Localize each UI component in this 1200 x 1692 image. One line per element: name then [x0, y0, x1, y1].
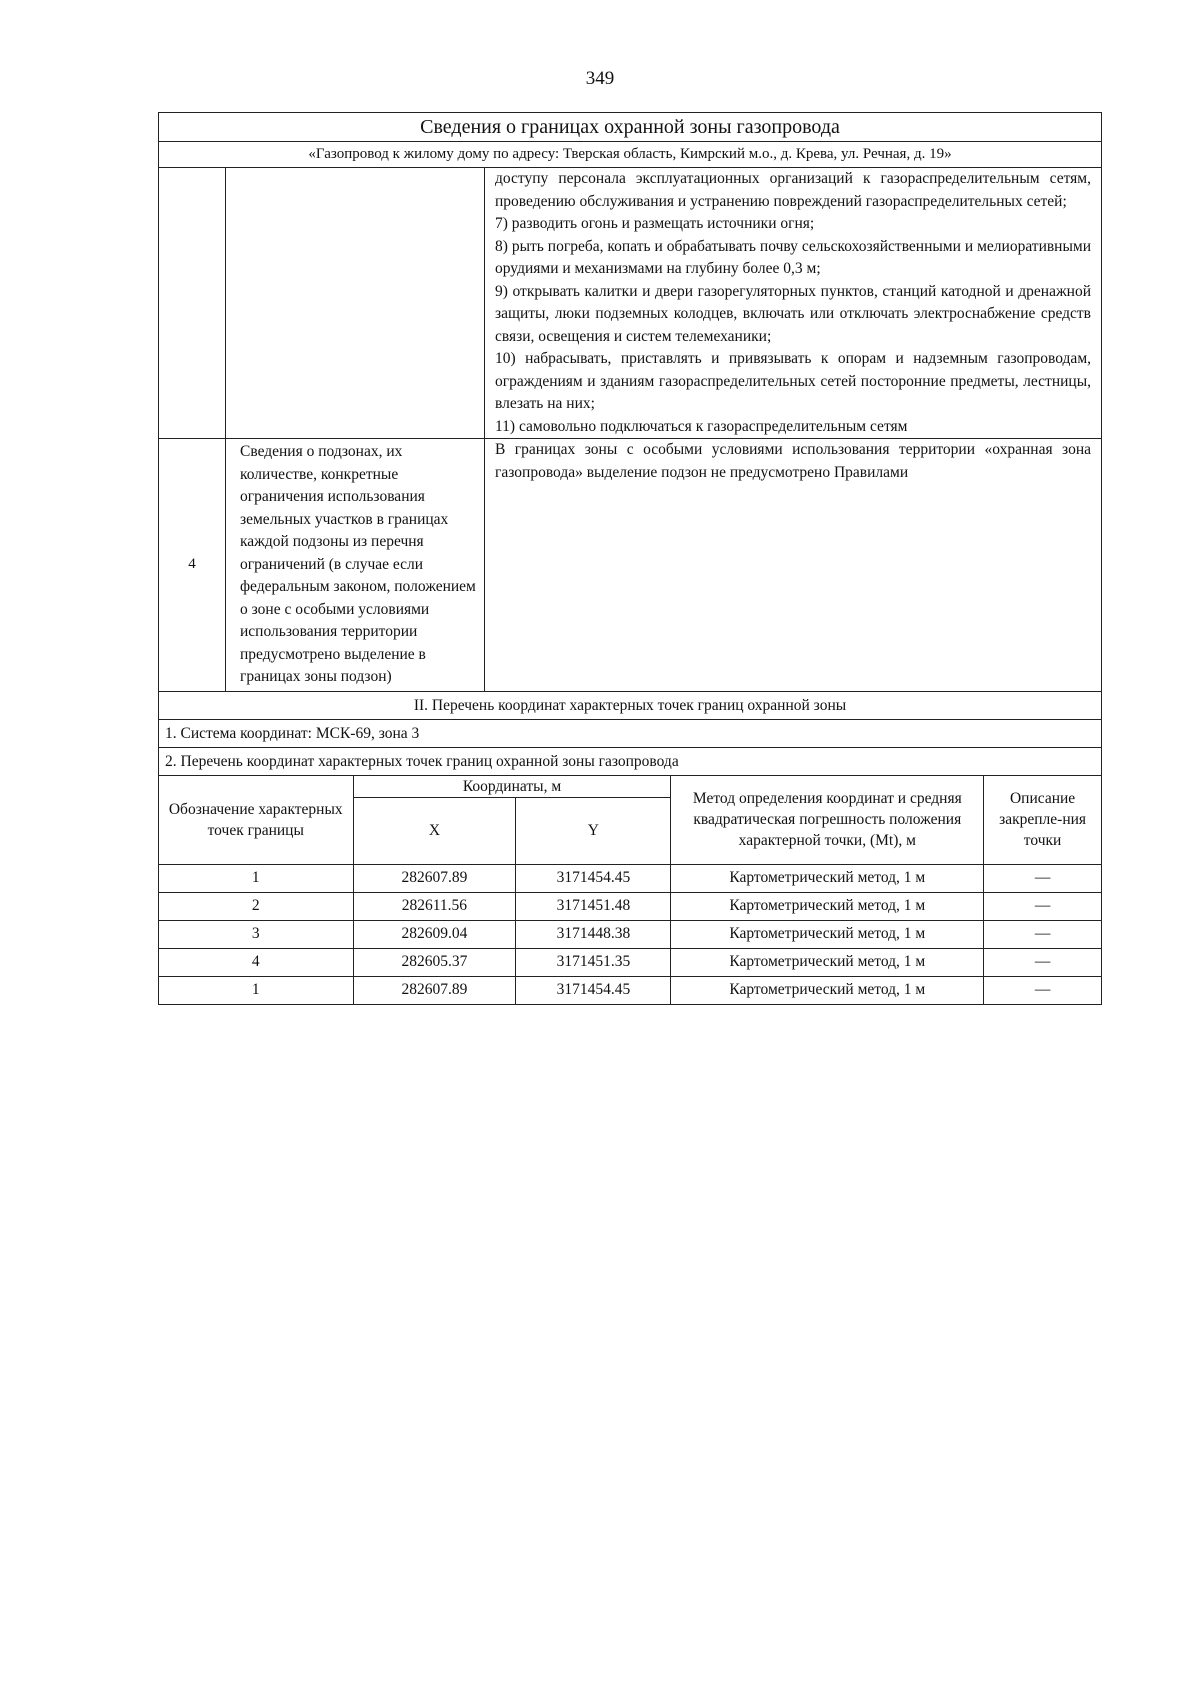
table-title: Сведения о границах охранной зоны газопровода: [159, 113, 1102, 142]
table-row: [159, 948, 1102, 976]
subzones-content-cell: В границах зоны с особыми условиями использования территории «охранная зона газопровода» выделение подзон не предусмотрено Правилами: [485, 439, 1102, 692]
cell-point: 1: [159, 864, 354, 892]
cell-point: 4: [159, 948, 354, 976]
cell-method: Картометрический метод, 1 м: [671, 892, 984, 920]
restriction-item: 9) открывать калитки и двери газорегуляторных пунктов, станций катодной и дренажной защиты, люки подземных колодцев, включать или отключать электроснабжение средств связи, освещения и систем телемеханики;: [495, 282, 1091, 345]
cell-method: Картометрический метод, 1 м: [671, 976, 984, 1004]
header-point: Обозначение характерных точек границы: [159, 776, 354, 865]
restrictions-list: [485, 168, 1102, 439]
cell-y: 3171448.38: [516, 920, 671, 948]
cell-y: 3171454.45: [516, 976, 671, 1004]
table-row: [159, 864, 1102, 892]
header-method: Метод определения координат и средняя квадратическая погрешность положения характерной точки, (Mt), м: [671, 776, 984, 865]
cell-description: —: [984, 892, 1102, 920]
cell-description: —: [984, 920, 1102, 948]
continued-row: [159, 168, 1102, 439]
restriction-item: доступу персонала эксплуатационных организаций к газораспределительным сетям, проведению обслуживания и устранению повреждений газораспределительных сетей;: [495, 170, 1091, 210]
header-x: X: [353, 797, 516, 864]
coordinate-system: 1. Система координат: МСК-69, зона 3: [159, 719, 1102, 747]
cell-y: 3171454.45: [516, 864, 671, 892]
coordinates-section: [158, 692, 1102, 776]
restriction-item: 11) самовольно подключаться к газораспределительным сетям: [495, 417, 908, 435]
row-name-cell: [226, 168, 485, 439]
cell-description: —: [984, 864, 1102, 892]
row-number-cell: 4: [159, 439, 226, 692]
cell-method: Картометрический метод, 1 м: [671, 920, 984, 948]
restriction-item: 10) набрасывать, приставлять и привязывать к опорам и надземным газопроводам, ограждениям и зданиям газораспределительных сетей посторонние предметы, лестницы, влезать на них;: [495, 350, 1091, 412]
cell-y: 3171451.48: [516, 892, 671, 920]
cell-description: —: [984, 976, 1102, 1004]
cell-x: 282607.89: [353, 864, 516, 892]
table-row: [159, 920, 1102, 948]
subzones-name-cell: Сведения о подзонах, их количестве, конкретные ограничения использования земельных участков в границах каждой подзоны из перечня ограничений (в случае если федеральным законом, положением о зоне с особыми условиями использования территории предусмотрено выделение в границах зоны подзон): [226, 439, 485, 692]
header-description: Описание закрепле-ния точки: [984, 776, 1102, 865]
cell-x: 282609.04: [353, 920, 516, 948]
cell-description: —: [984, 948, 1102, 976]
table-row: [159, 892, 1102, 920]
row-number-cell: [159, 168, 226, 439]
cell-point: 2: [159, 892, 354, 920]
table-subtitle: «Газопровод к жилому дому по адресу: Тверская область, Кимрский м.о., д. Крева, ул. Речная, д. 19»: [159, 142, 1102, 168]
cell-method: Картометрический метод, 1 м: [671, 864, 984, 892]
cell-point: 3: [159, 920, 354, 948]
section2-heading: II. Перечень координат характерных точек границ охранной зоны: [159, 692, 1102, 720]
cell-point: 1: [159, 976, 354, 1004]
cell-y: 3171451.35: [516, 948, 671, 976]
coordinates-list-heading: 2. Перечень координат характерных точек границ охранной зоны газопровода: [159, 747, 1102, 775]
restriction-item: 8) рыть погреба, копать и обрабатывать почву сельскохозяйственными и мелиоративными орудиями и механизмами на глубину более 0,3 м;: [495, 237, 1091, 277]
subzones-row: [159, 439, 1102, 692]
table-row: [159, 976, 1102, 1004]
cell-x: 282605.37: [353, 948, 516, 976]
header-coordinates: Координаты, м: [353, 776, 671, 798]
header-y: Y: [516, 797, 671, 864]
zone-info-table: [158, 112, 1102, 692]
coordinates-table: [158, 776, 1102, 1005]
page-number: 349: [585, 68, 615, 89]
cell-x: 282607.89: [353, 976, 516, 1004]
zone-info-sheet: [158, 112, 1102, 1005]
cell-method: Картометрический метод, 1 м: [671, 948, 984, 976]
cell-x: 282611.56: [353, 892, 516, 920]
restriction-item: 7) разводить огонь и размещать источники огня;: [495, 215, 815, 232]
